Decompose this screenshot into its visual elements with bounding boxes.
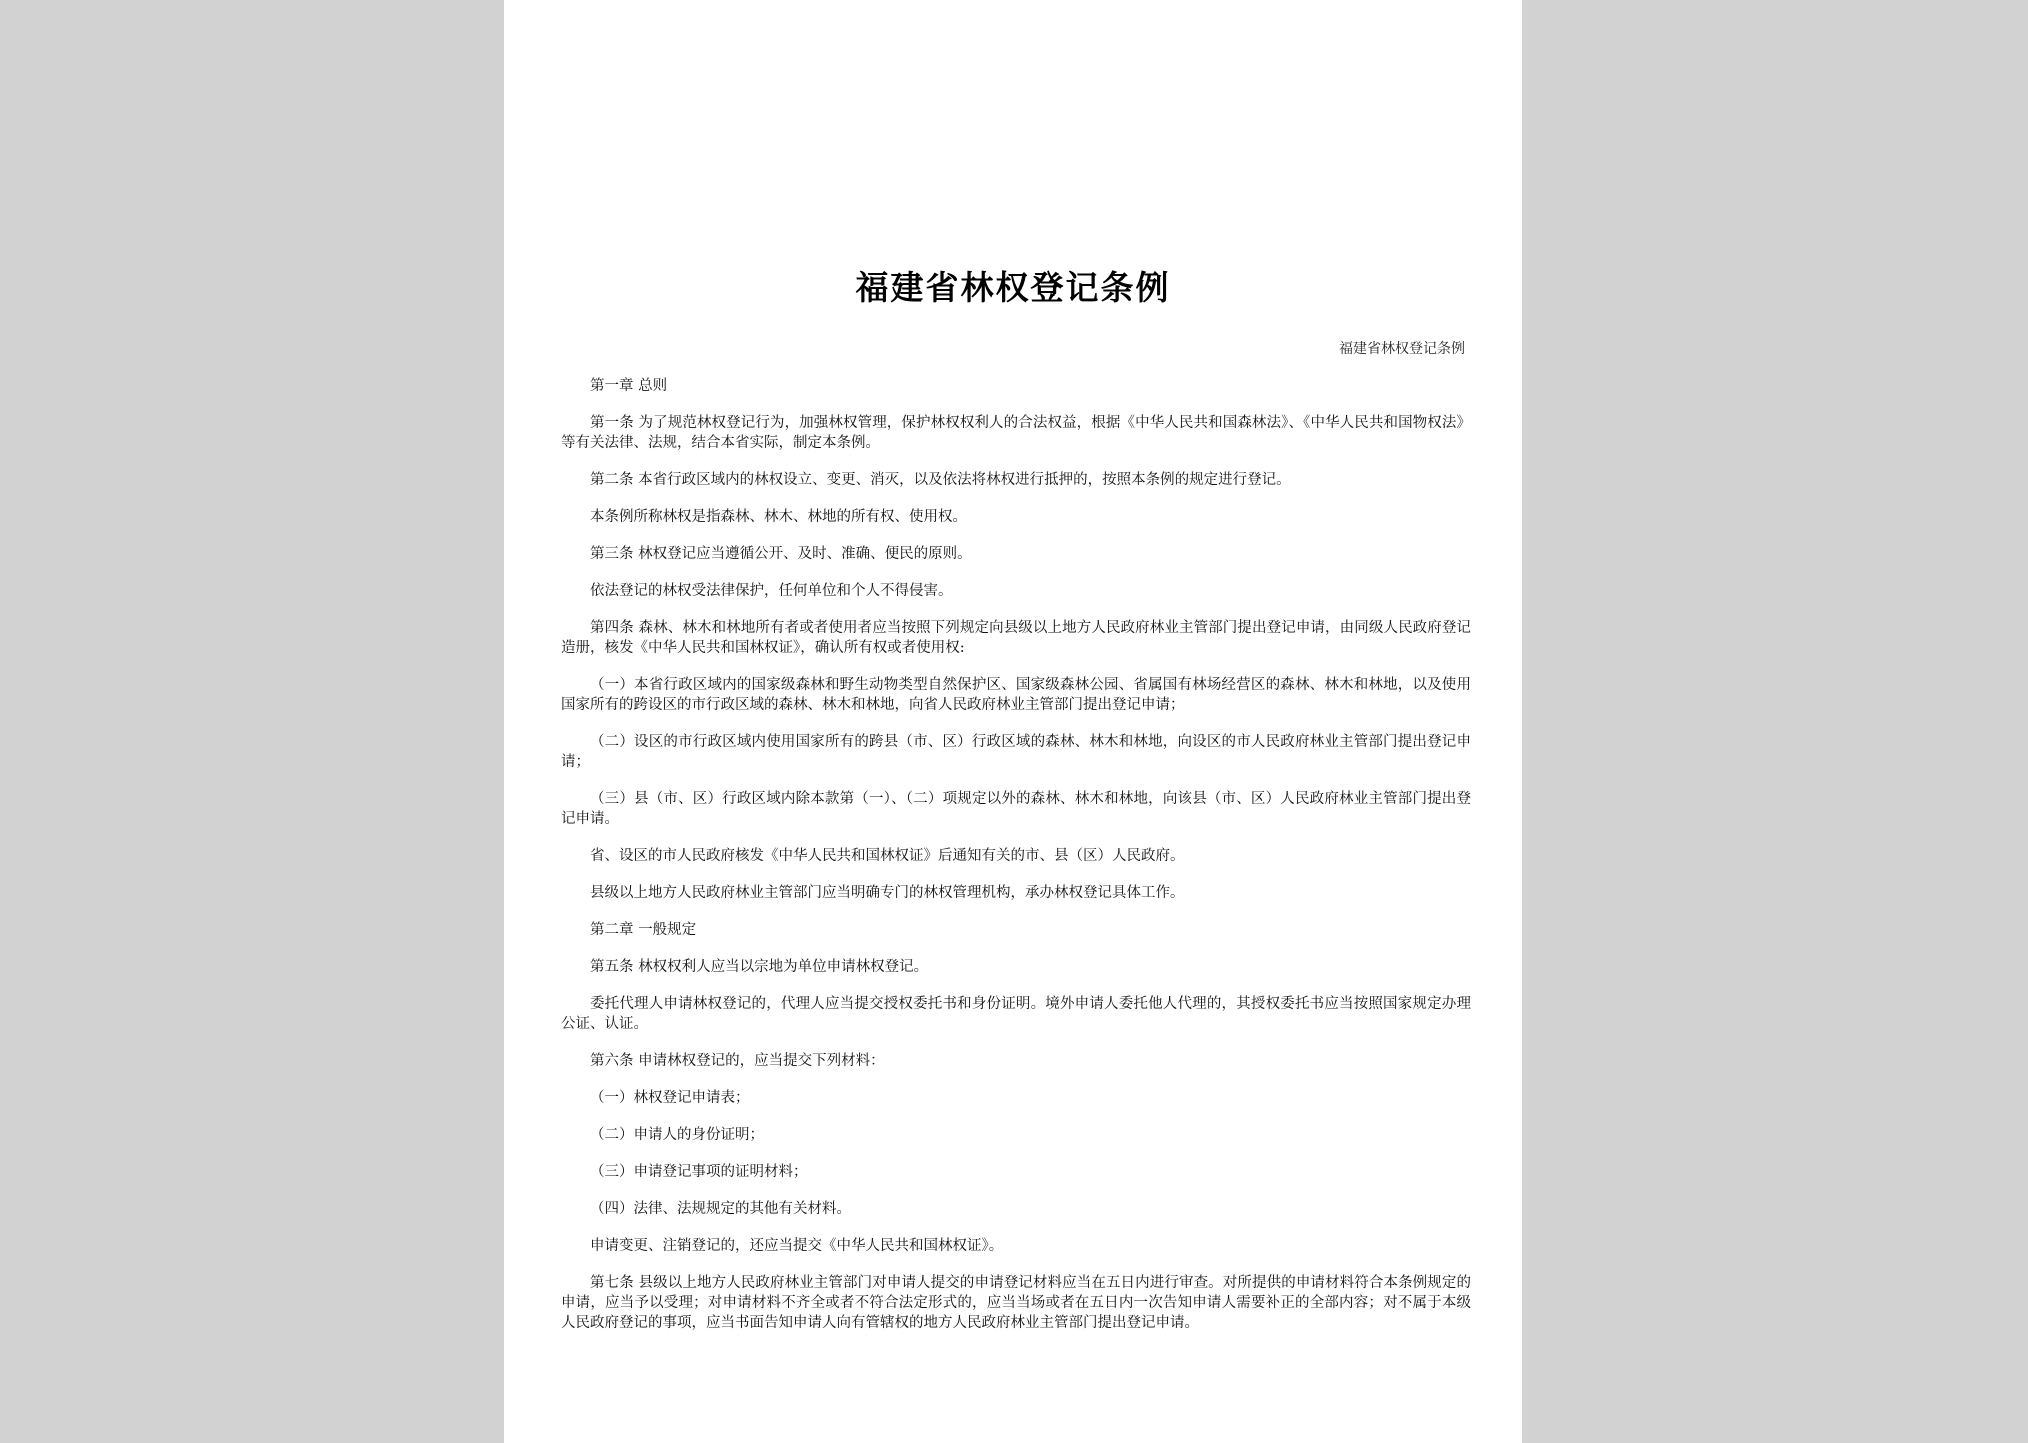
article-paragraph: 第二条 本省行政区域内的林权设立、变更、消灭，以及依法将林权进行抵押的，按照本条例的规定进行登记。 [590, 472, 1291, 488]
article-paragraph: 申请变更、注销登记的，还应当提交《中华人民共和国林权证》。 [590, 1238, 1004, 1254]
article-paragraph: （二）设区的市行政区域内使用国家所有的跨县（市、区）行政区域的森林、林木和林地，向设区的市人民政府林业主管部门提出登记申请； [561, 734, 1471, 770]
running-header: 福建省林权登记条例 [1339, 341, 1465, 357]
article-paragraph: 省、设区的市人民政府核发《中华人民共和国林权证》后通知有关的市、县（区）人民政府。 [590, 848, 1185, 864]
article-paragraph: 第七条 县级以上地方人民政府林业主管部门对申请人提交的申请登记材料应当在五日内进行审查。对所提供的申请材料符合本条例规定的申请，应当予以受理；对申请材料不齐全或者不符合法定形式的，应当当场或者在五日内一次告知申请人需要补正的全部内容；对不属于本级人民政府登记的事项，应当书面告知申请人向有管辖权的地方人民政府林业主管部门提出登记申请。 [561, 1275, 1471, 1331]
article-paragraph: 第三条 林权登记应当遵循公开、及时、准确、便民的原则。 [590, 546, 972, 562]
article-paragraph: （三）县（市、区）行政区域内除本款第（一）、（二）项规定以外的森林、林木和林地，向该县（市、区）人民政府林业主管部门提出登记申请。 [561, 791, 1471, 827]
list-item: （三）申请登记事项的证明材料； [590, 1164, 808, 1180]
article-paragraph: 本条例所称林权是指森林、林木、林地的所有权、使用权。 [590, 509, 967, 525]
article-paragraph: 第四条 森林、林木和林地所有者或者使用者应当按照下列规定向县级以上地方人民政府林业主管部门提出登记申请，由同级人民政府登记造册，核发《中华人民共和国林权证》，确认所有权或者使用权: [561, 620, 1471, 656]
document-page [504, 0, 1522, 1443]
list-item: （二）申请人的身份证明； [590, 1127, 764, 1143]
document-body [561, 376, 1471, 1350]
list-item: （一）林权登记申请表； [590, 1090, 750, 1106]
chapter-heading: 第二章 一般规定 [590, 922, 697, 938]
article-paragraph: 县级以上地方人民政府林业主管部门应当明确专门的林权管理机构，承办林权登记具体工作。 [590, 885, 1185, 901]
article-paragraph: 第一条 为了规范林权登记行为，加强林权管理，保护林权权利人的合法权益，根据《中华人民共和国森林法》、《中华人民共和国物权法》等有关法律、法规，结合本省实际，制定本条例。 [561, 415, 1471, 451]
article-paragraph: 第六条 申请林权登记的，应当提交下列材料： [590, 1053, 885, 1069]
list-item: （四）法律、法规规定的其他有关材料。 [590, 1201, 851, 1217]
article-paragraph: 第五条 林权权利人应当以宗地为单位申请林权登记。 [590, 959, 929, 975]
article-paragraph: 委托代理人申请林权登记的，代理人应当提交授权委托书和身份证明。境外申请人委托他人代理的，其授权委托书应当按照国家规定办理公证、认证。 [561, 996, 1471, 1032]
article-paragraph: 依法登记的林权受法律保护，任何单位和个人不得侵害。 [590, 583, 953, 599]
document-title: 福建省林权登记条例 [855, 268, 1171, 307]
article-paragraph: （一）本省行政区域内的国家级森林和野生动物类型自然保护区、国家级森林公园、省属国有林场经营区的森林、林木和林地，以及使用国家所有的跨设区的市行政区域的森林、林木和林地，向省人民政府林业主管部门提出登记申请； [561, 677, 1471, 713]
chapter-heading: 第一章 总则 [590, 378, 668, 394]
